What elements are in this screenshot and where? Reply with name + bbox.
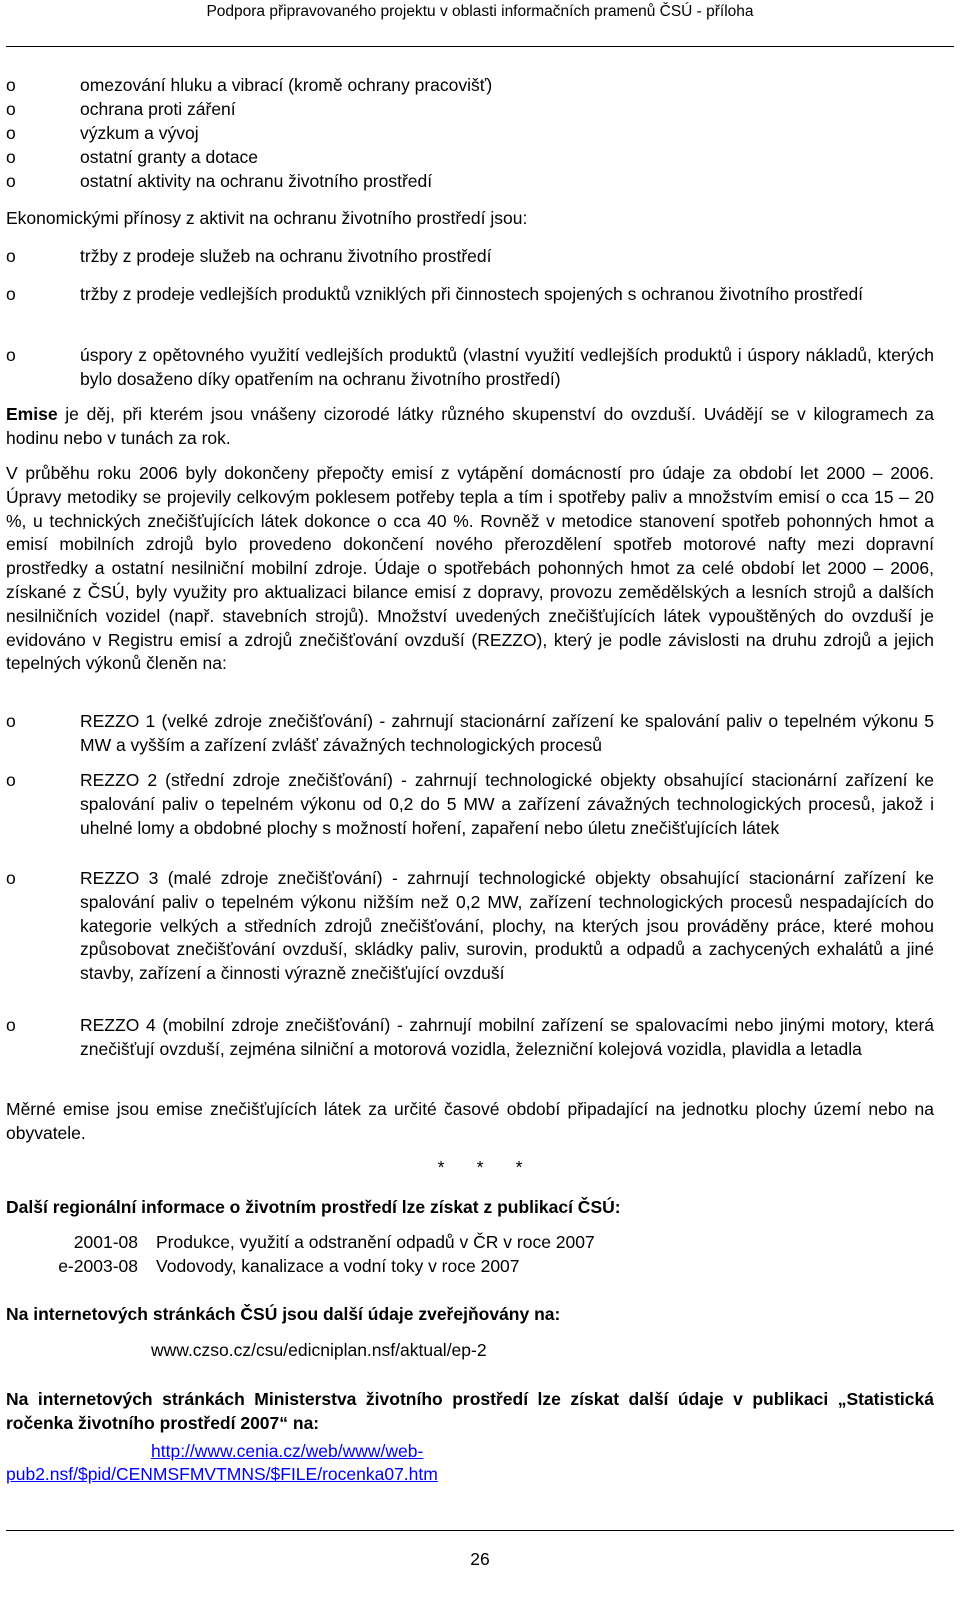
ministry-url-line-2-wrap xyxy=(6,1463,934,1487)
ministry-url-link-continued[interactable]: pub2.nsf/$pid/CENMSFMVTMNS/$FILE/rocenka07.htm xyxy=(6,1464,438,1484)
bullet-icon: o xyxy=(6,1015,16,1035)
publication-code: e-2003-08 xyxy=(58,1256,138,1276)
list-item: o tržby z prodeje vedlejších produktů vzniklých při činnostech spojených s ochranou životního prostředí xyxy=(6,283,934,307)
footer-rule xyxy=(6,1530,954,1531)
list-item: o REZZO 1 (velké zdroje znečišťování) - zahrnují stacionární zařízení ke spalování paliv o tepelném výkonu 5 MW a vyšším a zařízení zvlášť závažných technologických procesů xyxy=(6,711,934,755)
ministry-heading: Na internetových stránkách Ministerstva životního prostředí lze získat další údaje v publikaci „Statistická ročenka životního prostředí 2007“ na: xyxy=(6,1389,934,1433)
publication-row xyxy=(6,1231,934,1255)
publication-row xyxy=(6,1255,934,1279)
section-separator: * * * xyxy=(437,1157,523,1177)
list-item: o omezování hluku a vibrací (kromě ochrany pracovišť) xyxy=(6,74,934,98)
header-rule xyxy=(6,46,954,47)
regional-heading: Další regionální informace o životním prostředí lze získat z publikací ČSÚ: xyxy=(6,1197,621,1217)
bullet-icon: o xyxy=(6,345,16,365)
list-item: o REZZO 2 (střední zdroje znečišťování) - zahrnují technologické objekty obsahující stacionární zařízení ke spalování paliv o tepelném výkonu od 0,2 do 5 MW a zařízení závažných technologických procesů, jakož i uhelné lomy a obdobné plochy s možností hoření, zapaření nebo úletu znečišťujících látek xyxy=(6,770,934,838)
page-header: Podpora připravovaného projektu v oblasti informačních pramenů ČSÚ - příloha xyxy=(206,3,754,20)
list-item: o tržby z prodeje služeb na ochranu životního prostředí xyxy=(6,245,934,269)
bullet-icon: o xyxy=(6,147,16,167)
bullet-icon: o xyxy=(6,99,16,119)
web-url: www.czso.cz/csu/edicniplan.nsf/aktual/ep-2 xyxy=(151,1340,487,1360)
benefits-intro: Ekonomickými přínosy z aktivit na ochranu životního prostředí jsou: xyxy=(6,208,528,228)
list-item: o výzkum a vývoj xyxy=(6,122,934,146)
list-item: o ochrana proti záření xyxy=(6,98,934,122)
bullet-icon: o xyxy=(6,75,16,95)
bullet-icon: o xyxy=(6,868,16,888)
emise-paragraph: Emise je děj, při kterém jsou vnášeny cizorodé látky různého skupenství do ovzduší. Uvádějí se v kilogramech za hodinu nebo v tunách za rok. xyxy=(6,404,934,448)
merne-paragraph: Měrné emise jsou emise znečišťujících látek za určité časové období připadající na jednotku plochy území nebo na obyvatele. xyxy=(6,1099,934,1143)
list-item: o úspory z opětovného využití vedlejších produktů (vlastní využití vedlejších produktů i úspory nákladů, kterých bylo dosaženo díky opatřením na ochranu životního prostředí) xyxy=(6,345,934,389)
list-item: o REZZO 3 (malé zdroje znečišťování) - zahrnují technologické objekty obsahující stacionární zařízení ke spalování paliv o tepelném výkonu nižším než 0,2 MW, zařízení technologických procesů nespadajících do kategorie velkých a středních zdrojů znečišťování, plochy, na kterých jsou prováděny práce, které mohou způsobovat znečišťování ovzduší, skládky paliv, surovin, produktů a odpadů a zachycených exhalátů a jiné stavby, zařízení a činnosti výrazně znečišťující ovzduší xyxy=(6,868,934,984)
bullet-icon: o xyxy=(6,246,16,266)
web-heading: Na internetových stránkách ČSÚ jsou další údaje zveřejňovány na: xyxy=(6,1304,561,1324)
list-item: o ostatní aktivity na ochranu životního prostředí xyxy=(6,170,934,194)
publication-title: Vodovody, kanalizace a vodní toky v roce 2007 xyxy=(156,1256,520,1276)
emise-term: Emise xyxy=(6,404,58,424)
ministry-url-line-1-wrap xyxy=(151,1440,851,1464)
publication-title: Produkce, využití a odstranění odpadů v ČR v roce 2007 xyxy=(156,1232,595,1252)
list-item: o ostatní granty a dotace xyxy=(6,146,934,170)
list-item: o REZZO 4 (mobilní zdroje znečišťování) - zahrnují mobilní zařízení se spalovacími nebo jinými motory, která znečišťují ovzduší, zejména silniční a motorová vozidla, železniční kolejová vozidla, plavidla a letadla xyxy=(6,1015,934,1059)
ministry-url-link[interactable]: http://www.cenia.cz/web/www/web- xyxy=(151,1441,424,1461)
bullet-icon: o xyxy=(6,123,16,143)
bullet-icon: o xyxy=(6,711,16,731)
page-number: 26 xyxy=(470,1549,490,1569)
bullet-icon: o xyxy=(6,284,16,304)
publication-code: 2001-08 xyxy=(73,1232,138,1252)
main-paragraph: V průběhu roku 2006 byly dokončeny přepočty emisí z vytápění domácností pro údaje za období let 2000 – 2006. Úpravy metodiky se projevily celkovým poklesem potřeby tepla a tím i spotřeby paliv a množstvím emisí o cca 15 – 20 %, u technických znečišťujících látek dokonce o cca 40 %. Rovněž v metodice stanovení spotřeb pohonných hmot a emisí mobilních zdrojů bylo provedeno dokončení nového přerozdělení spotřeb motorové nafty mezi dopravní prostředky a ostatní nesilniční mobilní zdroje. Údaje o spotřebách pohonných hmot za celé období let 2000 – 2006, získané z ČSÚ, byly využity pro aktualizaci bilance emisí z dopravy, provozu zemědělských a lesních strojů a dalších nesilničních vozidel (např. stavebních strojů). Množství uvedených znečišťujících látek vypouštěných do ovzduší je evidováno v Registru emisí a zdrojů znečišťování ovzduší (REZZO), který je podle závislosti na druhu zdrojů a jejich tepelných výkonů členěn na: xyxy=(6,463,934,674)
bullet-icon: o xyxy=(6,770,16,790)
bullet-icon: o xyxy=(6,171,16,191)
